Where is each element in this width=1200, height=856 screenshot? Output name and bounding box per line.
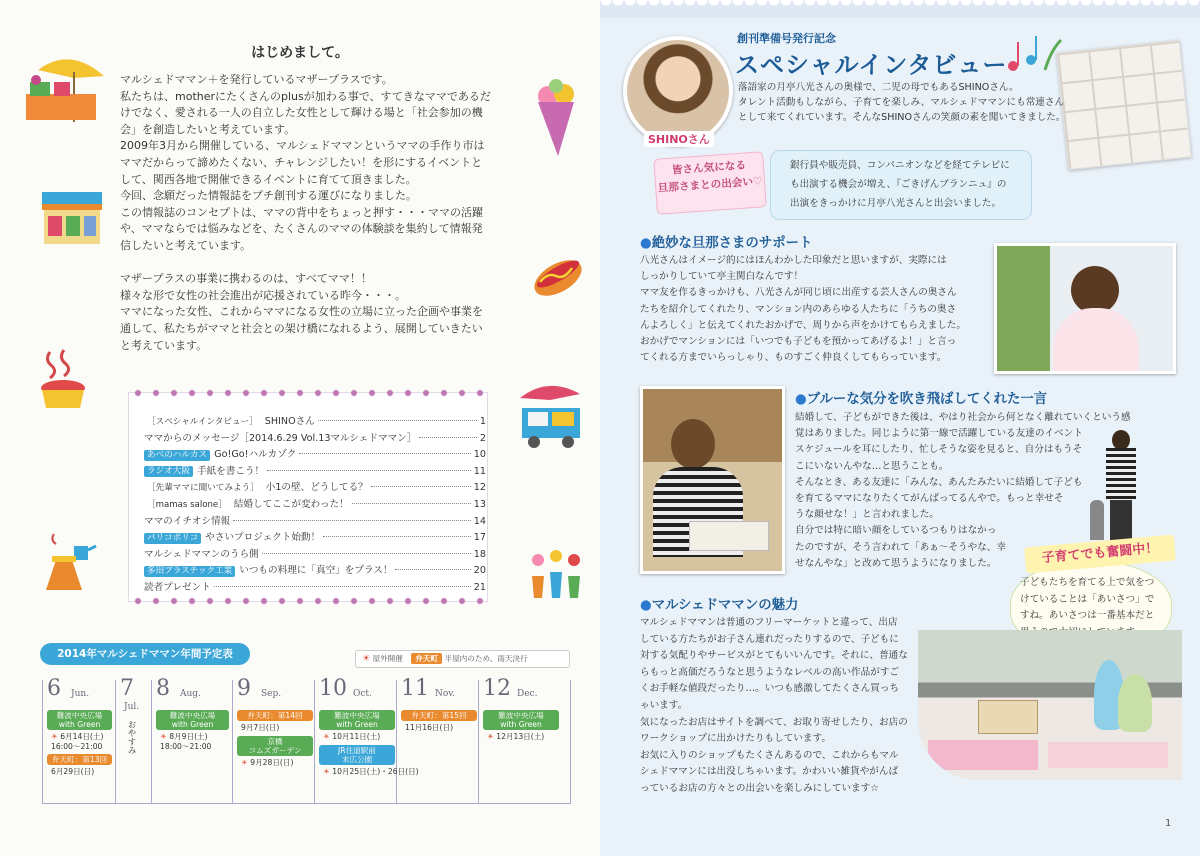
toc-leader	[299, 453, 470, 454]
month-name: Jun.	[71, 689, 90, 699]
text-line: たちを紹介してくれたり、マンション内のあらゆる人たちに「うちの奥さ	[640, 303, 957, 315]
text-line: 今回、念願だった情報誌をプチ創刊する運びになりました。	[120, 189, 417, 203]
section2-title: ●ブルーな気分を吹き飛ばしてくれた一言	[795, 392, 1048, 407]
text-line: てくれる方までいらっしゃり、ものすごく仲良くしてもらっています。	[640, 352, 947, 364]
toc-row	[144, 531, 486, 545]
toc-leader	[352, 503, 471, 504]
event-date-text: 11月16日(日)	[405, 723, 454, 732]
toc-leader	[419, 437, 477, 438]
shop-front-icon	[40, 190, 104, 246]
event-label: 弁天町：第15回	[401, 710, 477, 721]
text-line: けでなく、愛される一人の自立した女性として輝ける場と「社会参加の機	[120, 106, 483, 120]
text-line: 自分では特に暗い顔をしているつもりはなかっ	[795, 525, 997, 537]
text-line: すね。あいさつは一番基本だと	[1020, 610, 1155, 622]
toc-page: 10	[473, 449, 486, 461]
toc-row	[144, 432, 486, 446]
text-line: 会」を創造したいと考えています。	[120, 122, 296, 136]
month-number: 8	[156, 676, 170, 701]
month-column	[43, 676, 116, 804]
schedule-calendar	[42, 676, 570, 804]
callout-title: 子育てでも奮闘中！	[1024, 535, 1176, 574]
event-label: 京橋 コムズガーデン	[237, 736, 313, 756]
event-label: 難波中央広場 with Green	[47, 710, 112, 730]
page-number: 1	[1165, 818, 1172, 829]
month-column	[315, 676, 419, 804]
month-name: Dec.	[517, 689, 538, 699]
sun-icon: ☀	[362, 654, 371, 664]
month-column	[479, 676, 571, 804]
text-line: として来てくれています。そんなSHINOさんの笑顔の素を聞いてきました。	[738, 112, 1066, 124]
sun-icon: ☀	[323, 732, 333, 741]
text-line: せなんやな」と改めて思うようになりました。	[795, 557, 997, 569]
event-date-text: 9月28日(日)	[250, 758, 294, 767]
toc-tag: ［スペシャルインタビュー］	[147, 416, 258, 427]
portrait-photo	[623, 36, 733, 146]
text-line: 出演をきっかけに月亭八光さんと出会いました。	[790, 198, 1002, 209]
toc-title: 読者プレゼント	[144, 582, 211, 593]
toc-title: Go!Go!ハルカゾク	[214, 449, 297, 461]
text-line: ママになった女性、これからママになる女性の立場に立った企画や事業を	[120, 305, 483, 319]
event-label: 難波中央広場 with Green	[319, 710, 395, 730]
text-line: マルシェドママンは普通のフリーマーケットと違って、出店	[640, 617, 898, 628]
hotdog-icon	[530, 252, 586, 298]
text-line: そんなとき、ある友達に「みんな、あんたみたいに結婚して子ども	[795, 476, 1083, 488]
flower-pots-icon	[528, 548, 586, 604]
text-line: や、ママならでは悩みなどを、たくさんのママの体験談を集約して情報発	[120, 222, 483, 236]
toc-page: 2	[479, 432, 486, 444]
event-date-text: 9月7日(日)	[241, 723, 280, 732]
event-date	[51, 767, 94, 777]
toc-leader	[395, 569, 470, 570]
text-line: 結婚して、子どもができた後は、やはり社会から何となく離れていくという感	[795, 412, 1131, 423]
text-line: 覚はありました。同じように第一線で活躍している友達のイベント	[795, 428, 1083, 440]
text-line: スケジュールを耳にしたり、忙しそうな姿を見ると、自分はもうそ	[795, 444, 1083, 456]
text-line: している方たちがお子さん連れだったりするので、子どもに	[640, 633, 899, 645]
ice-cream-icon	[534, 78, 578, 158]
text-line: マザープラスの事業に携わるのは、すべてママ！！	[120, 272, 372, 286]
event-label: JR住道駅前 末広公園	[319, 745, 395, 765]
sun-icon: ☀	[160, 732, 170, 741]
event-date-text: 6月29日(日)	[51, 767, 95, 776]
schedule-title: 2014年マルシェドママン年間予定表	[40, 643, 250, 665]
photo-woman-portrait	[994, 243, 1176, 374]
text-line: シェドママンには出没しちゃいます。かわいい雑貨やがんば	[640, 766, 899, 778]
toc-title: 小1の壁、どうしてる？	[265, 482, 368, 494]
text-line: こにいないんやな…と思うことも。	[795, 460, 949, 472]
month-number: 7	[120, 676, 134, 701]
event-label: 難波中央広場 with Green	[156, 710, 229, 730]
event-date	[405, 723, 453, 733]
event-date	[241, 758, 293, 768]
event-label: 弁天町：第13回	[47, 754, 112, 765]
toc-tag: あべのハルカス	[144, 450, 210, 461]
toc-title: いつもの料理に「真空」をプラス！	[239, 565, 393, 577]
toc-row	[144, 498, 486, 512]
section2-title-text: ブルーな気分を吹き飛ばしてくれた一言	[806, 392, 1048, 407]
toc-page: 17	[473, 532, 486, 544]
text-line: 2009年3月から開催している、マルシェドママンというママの手作り市は	[120, 139, 485, 153]
portrait-caption: SHINOさん	[644, 131, 714, 147]
text-line: 八光さんはイメージ的にはほんわかした印象だと思いますが、実際には	[640, 255, 947, 266]
month-name: Sep.	[261, 689, 282, 699]
event-label: 難波中央広場 with Green	[483, 710, 559, 730]
text-line: うな顔せな！」と言われました。	[795, 509, 939, 521]
toc-leader	[262, 553, 471, 554]
legend-pill-note: 半屋内のため、雨天決行	[444, 654, 528, 663]
event-date-text: 10月11日(土)	[332, 732, 381, 741]
photo-market-goods	[918, 630, 1182, 780]
toc-leader	[371, 486, 471, 487]
sun-icon: ☀	[323, 767, 333, 776]
section1-title-text: 絶妙な旦那さまのサポート	[651, 236, 813, 251]
toc-tag: 多田プラスチック工業	[144, 566, 235, 577]
text-line: 落語家の月亭八光さんの奥様で、二児の母でもあるSHINOさん。	[738, 82, 1019, 93]
month-name: Jul.	[124, 702, 140, 712]
food-truck-icon	[514, 378, 586, 450]
toc-dot-border-bottom	[129, 596, 487, 606]
text-line: お気に入りのショップもたくさんあるので、これからもマル	[640, 749, 899, 761]
text-line: 対する気配りやサービスがとてもいいんです。それに、普通な	[640, 650, 908, 662]
toc-row	[144, 415, 486, 429]
event-date	[323, 732, 380, 742]
sun-icon: ☀	[487, 732, 497, 741]
text-line: 気になったお店はサイトを調べて、お取り寄せしたり、お店の	[640, 716, 908, 728]
legend-pill: 弁天町	[411, 653, 442, 664]
text-line: と考えています。	[120, 338, 208, 352]
month-column	[116, 676, 152, 804]
toc-row	[144, 564, 486, 578]
toc-title: 手紙を書こう！	[196, 465, 265, 477]
month-name: Aug.	[180, 689, 201, 699]
text-line: も出演する機会が増え、『ごきげんブランニュ』の	[790, 179, 1007, 190]
event-date	[160, 732, 211, 752]
toc-leader	[318, 420, 477, 421]
headline: スペシャルインタビュー	[735, 51, 1008, 79]
text-line: ゃいます。	[640, 700, 688, 711]
toc-page: 11	[473, 465, 486, 477]
toc-dot-border-top	[129, 388, 487, 398]
toc-title: ママのイチオシ情報	[144, 515, 231, 527]
text-line: ママ友を作るきっかけも、八光さんが同じ頃に出産する芸人さんの奥さん	[640, 287, 957, 299]
text-line: けていることは「あいさつ」で	[1020, 593, 1155, 605]
toc-title: SHINOさん	[264, 416, 315, 427]
event-date	[51, 732, 103, 752]
toc-leader	[323, 536, 471, 537]
text-line: して、関西各地で開催できるイベントに育てて頂きました。	[120, 172, 417, 186]
coffee-kettle-icon	[42, 532, 98, 592]
toc-leader	[233, 520, 471, 521]
text-line: を育てるママになりたくてがんばってるんやで。もっと幸せそ	[795, 493, 1064, 504]
pink-note	[653, 151, 767, 215]
event-label: 弁天町：第14回	[237, 710, 313, 721]
photo-mother-children	[1090, 430, 1150, 548]
month-number: 6	[47, 676, 61, 701]
toc-leader	[267, 470, 471, 471]
toc-tag: ［先輩ママに聞いてみよう］	[147, 482, 259, 493]
month-number: 12	[483, 676, 511, 701]
text-line: この情報誌のコンセプトは、ママの背中をちょっと押す・・・ママの活躍	[120, 205, 483, 219]
sun-icon: ☀	[241, 758, 251, 767]
toc-page: 18	[473, 548, 486, 560]
text-line: 私たちは、motherにたくさんのplusが加わる事で、すてきなママであるだ	[120, 89, 491, 103]
kicker: 創刊準備号発行記念	[737, 32, 836, 45]
section1-title: ●絶妙な旦那さまのサポート	[640, 236, 813, 251]
toc-row	[144, 481, 486, 495]
toc-title: やさいプロジェクト始動！	[205, 532, 321, 544]
event-date	[487, 732, 544, 742]
text-line: んよろしく」と伝えてくれたおかげで、周りから声をかけてもらえました。	[640, 319, 966, 331]
soup-bowl-icon	[38, 348, 88, 412]
text-line: しっかりしていて亭主関白なんです！	[640, 271, 804, 283]
market-stall-icon	[20, 52, 108, 124]
text-line: 子どもたちを育てる上で気をつ	[1020, 577, 1155, 588]
text-line: 信したいと考えています。	[120, 239, 252, 252]
event-date-text: 10月25日(土)・26日(日)	[332, 767, 419, 776]
month-column	[233, 676, 315, 804]
rest-label: おやすみ	[126, 720, 136, 755]
sun-icon: ☀	[51, 732, 61, 741]
toc-row	[144, 581, 486, 595]
event-date-text: 12月13日(土)	[496, 732, 545, 741]
text-line: っているお店の方々との出会いを楽しみにしています☆	[640, 783, 879, 794]
text-line: タレント活動もしながら、子育てを楽しみ、マルシェドママンにも常連さん	[738, 97, 1065, 109]
section3-title-text: マルシェドママンの魅力	[651, 598, 799, 613]
toc-title: ママからのメッセージ［2014.6.29 Vol.13マルシェドママン］	[144, 432, 417, 444]
toc-tag: パリコポリコ	[144, 533, 201, 544]
toc-leader	[214, 586, 471, 587]
toc-tag: ラジオ大阪	[144, 466, 193, 477]
month-column	[152, 676, 233, 804]
legend-outdoor: 屋外開催	[372, 654, 403, 663]
text-line: マルシェドママン＋を発行しているマザープラスです。	[120, 73, 393, 86]
toc-row	[144, 465, 486, 479]
toc-page: 21	[473, 582, 486, 593]
section3-title: ●マルシェドママンの魅力	[640, 598, 799, 613]
toc-page: 12	[473, 482, 486, 494]
text-line: ママだからって諦めたくない、チャレンジしたい！を形にするイベントと	[120, 156, 483, 169]
text-line: 通して、私たちがママと社会との架け橋になれるよう、展開していきたい	[120, 322, 483, 335]
intro-title: はじめまして。	[251, 45, 349, 61]
month-name: Oct.	[353, 689, 372, 699]
month-number: 9	[237, 676, 251, 701]
toc-title: マルシェドママンのうら側	[144, 548, 259, 560]
photo-woman-holding-box	[640, 386, 785, 574]
text-line: 銀行員や販売員、コンパニオンなどを経てテレビに	[790, 160, 1010, 171]
text-line: ワークショップに出かけたりもしています。	[640, 733, 831, 745]
pink-note-text: 皆さん気になる 旦那さまとの出会い♡	[657, 159, 763, 195]
schedule-legend	[355, 650, 570, 668]
month-number: 11	[401, 676, 429, 701]
craft-box-photo	[1056, 40, 1192, 170]
toc-page: 14	[473, 515, 486, 527]
text-line: 様々な形で女性の社会進出が応援されている昨今・・・。	[120, 288, 406, 302]
event-date	[241, 723, 279, 733]
toc-page: 1	[479, 416, 486, 427]
toc-page: 20	[473, 565, 486, 577]
lace-border	[600, 0, 1200, 18]
toc-row	[144, 515, 486, 529]
text-line: たのですが、そう言われて「あぁ～そうやな、幸	[795, 541, 1006, 553]
toc-page: 13	[473, 499, 486, 510]
text-line: らもっと高価だろうなと思うようなレベルの高い作品がすご	[640, 666, 900, 678]
month-name: Nov.	[435, 689, 456, 699]
toc-row	[144, 448, 486, 462]
toc-row	[144, 548, 486, 562]
month-column	[397, 676, 479, 804]
event-date-text: 6月14日(土) 16:00～21:00	[51, 732, 104, 751]
toc-tag: ［mamas salone］	[147, 499, 227, 510]
event-date-text: 8月9日(土) 18:00～21:00	[160, 732, 212, 751]
toc-title: 結婚してここが変わった！	[233, 499, 349, 510]
month-number: 10	[319, 676, 347, 701]
text-line: おかげでマンションには「いつでも子どもを預かってあげるよ！」と言っ	[640, 336, 957, 347]
text-line: くお手軽な値段だったり…。いつも感激してたくさん買っち	[640, 683, 900, 695]
